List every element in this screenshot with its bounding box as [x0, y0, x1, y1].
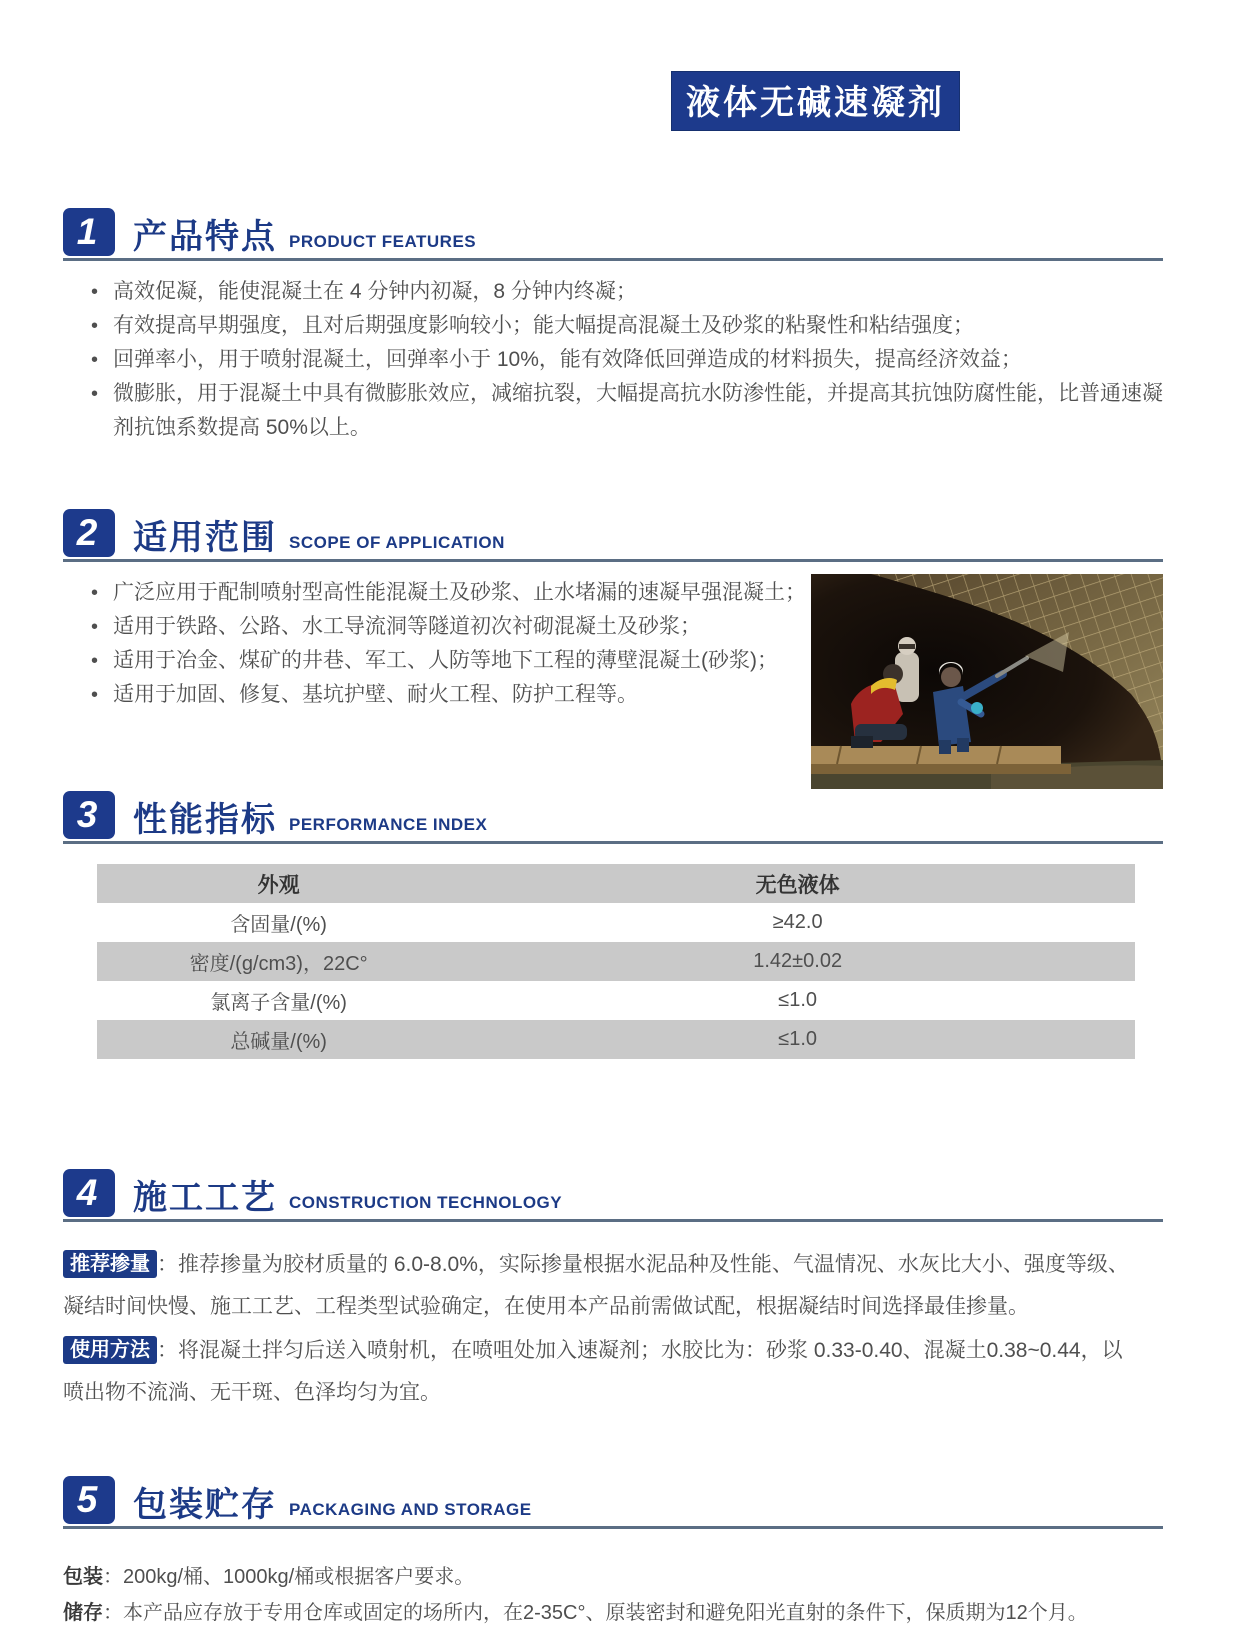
table-header-label: 外观	[257, 873, 300, 897]
tunnel-construction-photo	[811, 574, 1163, 789]
page-title: 液体无碱速凝剂	[672, 72, 959, 130]
list-item	[91, 678, 811, 712]
table-row	[97, 903, 1135, 942]
list-item-text: 适用于铁路、公路、水工导流洞等隧道初次衬砌混凝土及砂浆；	[113, 615, 701, 638]
usage-text: ：将混凝土拌匀后送入喷射机，在喷咀处加入速凝剂；水胶比为：砂浆 0.33-0.40、混凝土0.38~0.44，以喷出物不流淌、无干斑、色泽均匀为宜。	[63, 1339, 1123, 1404]
packaging-storage-text	[63, 1559, 1163, 1631]
section-title-en: PACKAGING AND STORAGE	[289, 1500, 532, 1519]
section-title-zh: 产品特点	[133, 217, 277, 256]
section-title-en: CONSTRUCTION TECHNOLOGY	[289, 1193, 563, 1212]
list-item-text: 适用于冶金、煤矿的井巷、军工、人防等地下工程的薄壁混凝土(砂浆)；	[113, 649, 778, 672]
section-construction-technology	[63, 1169, 1163, 1414]
table-row	[97, 1020, 1135, 1059]
table-header-row	[97, 864, 1135, 903]
section-title-zh: 施工工艺	[133, 1178, 277, 1217]
usage-paragraph	[63, 1330, 1143, 1414]
dosage-label: 推荐掺量	[63, 1250, 157, 1278]
table-header-value: 无色液体	[755, 873, 840, 897]
application-list	[91, 576, 811, 789]
section-scope-of-application	[63, 509, 1163, 789]
section-header	[63, 1476, 1163, 1529]
section-product-features	[63, 208, 1163, 445]
section-packaging-storage	[63, 1476, 1163, 1631]
section-header	[63, 208, 1163, 261]
dosage-paragraph	[63, 1244, 1143, 1328]
section-header	[63, 791, 1163, 844]
section-number-badge: 4	[63, 1169, 115, 1217]
list-item	[91, 309, 1163, 343]
list-item	[91, 644, 811, 678]
packaging-label: 包装	[63, 1566, 103, 1588]
table-cell-label: 氯离子含量/(%)	[210, 992, 347, 1014]
list-item	[91, 275, 1163, 309]
title-row	[0, 0, 1257, 130]
packaging-line	[63, 1559, 1163, 1595]
section-number-badge: 2	[63, 509, 115, 557]
list-item	[91, 610, 811, 644]
list-item	[91, 377, 1163, 445]
table-cell-value: ≤1.0	[778, 1028, 818, 1050]
section-performance-index	[63, 791, 1163, 1059]
packaging-text: ：200kg/桶、1000kg/桶或根据客户要求。	[103, 1566, 475, 1588]
feature-list	[91, 275, 1163, 445]
list-item-text: 广泛应用于配制喷射型高性能混凝土及砂浆、止水堵漏的速凝早强混凝土；	[113, 581, 806, 604]
section-number-badge: 1	[63, 208, 115, 256]
list-item-text: 回弹率小，用于喷射混凝土，回弹率小于 10%，能有效降低回弹造成的材料损失，提高经济效益；	[113, 348, 1022, 371]
list-item-text: 高效促凝，能使混凝土在 4 分钟内初凝，8 分钟内终凝；	[113, 280, 637, 303]
section-title-en: PRODUCT FEATURES	[289, 232, 477, 251]
performance-table	[97, 864, 1135, 1059]
section-title-en: SCOPE OF APPLICATION	[289, 533, 505, 552]
construction-instructions	[63, 1244, 1143, 1414]
list-item-text: 有效提高早期强度，且对后期强度影响较小；能大幅提高混凝土及砂浆的粘聚性和粘结强度；	[113, 314, 974, 337]
section-header	[63, 509, 1163, 562]
table-cell-value: 1.42±0.02	[753, 950, 843, 972]
dosage-text: ：推荐掺量为胶材质量的 6.0-8.0%，实际掺量根据水泥品种及性能、气温情况、水灰比大小、强度等级、凝结时间快慢、施工工艺、工程类型试验确定，在使用本产品前需做试配，根据凝结时间选择最佳掺量。	[63, 1253, 1129, 1318]
section-header	[63, 1169, 1163, 1222]
table-cell-label: 总碱量/(%)	[230, 1031, 327, 1053]
section-number-badge: 5	[63, 1476, 115, 1524]
section-title-zh: 包装贮存	[133, 1485, 277, 1524]
list-item-text: 适用于加固、修复、基坑护壁、耐火工程、防护工程等。	[113, 683, 638, 706]
table-row	[97, 981, 1135, 1020]
section-title-zh: 性能指标	[133, 800, 277, 839]
table-row	[97, 942, 1135, 981]
section-number-badge: 3	[63, 791, 115, 839]
list-item-text: 微膨胀，用于混凝土中具有微膨胀效应，减缩抗裂，大幅提高抗水防渗性能，并提高其抗蚀防腐性能，比普通速凝剂抗蚀系数提高 50%以上。	[113, 382, 1163, 439]
list-item	[91, 343, 1163, 377]
usage-label: 使用方法	[63, 1336, 157, 1364]
list-item	[91, 576, 811, 610]
section-title-zh: 适用范围	[133, 518, 277, 557]
section-title-en: PERFORMANCE INDEX	[289, 815, 488, 834]
storage-text: ：本产品应存放于专用仓库或固定的场所内，在2-35C°、原装密封和避免阳光直射的条件下，保质期为12个月。	[103, 1602, 1088, 1624]
table-cell-label: 密度/(g/cm3)，22C°	[189, 953, 368, 975]
table-cell-value: ≤1.0	[778, 989, 818, 1011]
storage-line	[63, 1595, 1163, 1631]
table-cell-value: ≥42.0	[772, 911, 823, 933]
storage-label: 储存	[63, 1602, 103, 1624]
table-cell-label: 含固量/(%)	[230, 914, 327, 936]
